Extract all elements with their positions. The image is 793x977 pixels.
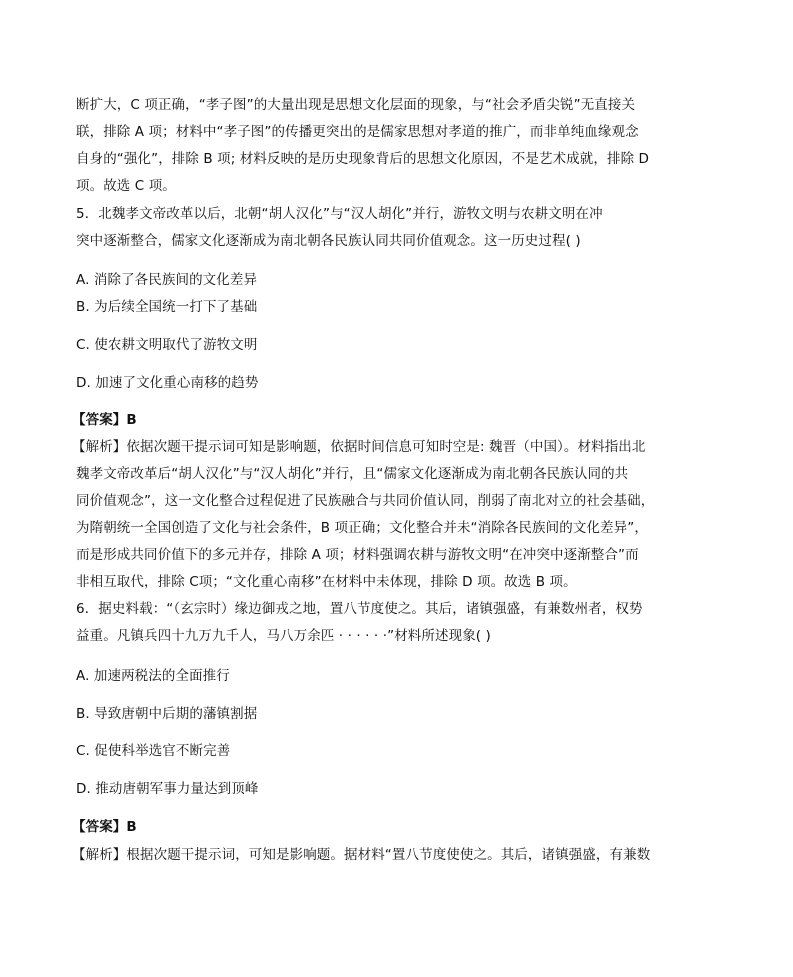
q5-stem-line: 突中逐渐整合，儒家文化逐渐成为南北朝各民族认同共同价值观念。这一历史过程( ) — [76, 233, 581, 249]
q6-option-d: D. 推动唐朝军事力量达到顶峰 — [76, 781, 259, 797]
q6-analysis-line: 【解析】根据次题干提示词，可知是影响题。据材料“置八节度使使之。其后，诸镇强盛，有兼数 — [72, 847, 651, 863]
q6-option-a: A. 加速两税法的全面推行 — [76, 668, 230, 684]
q5-analysis-line: 魏孝文帝改革后“胡人汉化”与“汉人胡化”并行，且“儒家文化逐渐成为南北朝各民族认同的共 — [76, 466, 629, 482]
q5-analysis-line: 【解析】依据次题干提示词可知是影响题，依据时间信息可知时空是: 魏晋（中国）。材料指出北 — [72, 439, 646, 455]
q5-analysis-line: 而是形成共同价值下的多元并存，排除 A 项；材料强调农耕与游牧文明“在冲突中逐渐整合”而 — [76, 547, 639, 563]
q5-stem-line: 5．北魏孝文帝改革以后，北朝“胡人汉化”与“汉人胡化”并行，游牧文明与农耕文明在冲 — [76, 206, 603, 222]
prev-explanation-line: 项。故选 C 项。 — [76, 178, 176, 194]
answer-tag: 【答案】B — [72, 819, 137, 835]
q5-answer — [72, 410, 137, 430]
answer-tag: 【答案】B — [72, 412, 137, 428]
prev-explanation-line: 断扩大，C 项正确，“孝子图”的大量出现是思想文化层面的现象，与“社会矛盾尖锐”无直接关 — [76, 97, 636, 113]
q5-option-b: B. 为后续全国统一打下了基础 — [76, 299, 258, 315]
q5-analysis-line: 非相互取代，排除 C项；“文化重心南移”在材料中未体现，排除 D 项。故选 B 项。 — [76, 574, 577, 590]
q5-analysis-line: 同价值观念”，这一文化整合过程促进了民族融合与共同价值认同，削弱了南北对立的社会基础， — [76, 493, 655, 509]
q6-stem-line: 6．据史料载：“（玄宗时）缘边御戎之地，置八节度使之。其后，诸镇强盛，有兼数州者，权势 — [76, 601, 643, 617]
q6-option-c: C. 促使科举选官不断完善 — [76, 743, 231, 759]
q5-analysis-line: 为隋朝统一全国创造了文化与社会条件，B 项正确；文化整合并未“消除各民族间的文化差异”， — [76, 520, 648, 536]
q6-answer — [72, 817, 137, 837]
prev-explanation-line: 联，排除 A 项；材料中“孝子图”的传播更突出的是儒家思想对孝道的推广，而非单纯血缘观念 — [76, 124, 639, 140]
q5-option-d: D. 加速了文化重心南移的趋势 — [76, 375, 259, 391]
q6-option-b: B. 导致唐朝中后期的藩镇割据 — [76, 706, 258, 722]
q5-option-c: C. 使农耕文明取代了游牧文明 — [76, 337, 258, 353]
prev-explanation-line: 自身的“强化”，排除 B 项; 材料反映的是历史现象背后的思想文化原因，不是艺术成就，排除 D — [76, 151, 650, 167]
q5-option-a: A. 消除了各民族间的文化差异 — [76, 272, 258, 288]
q6-stem-line: 益重。凡镇兵四十九万九千人，马八万余匹 · · · · · ·”材料所述现象( ) — [76, 628, 491, 644]
